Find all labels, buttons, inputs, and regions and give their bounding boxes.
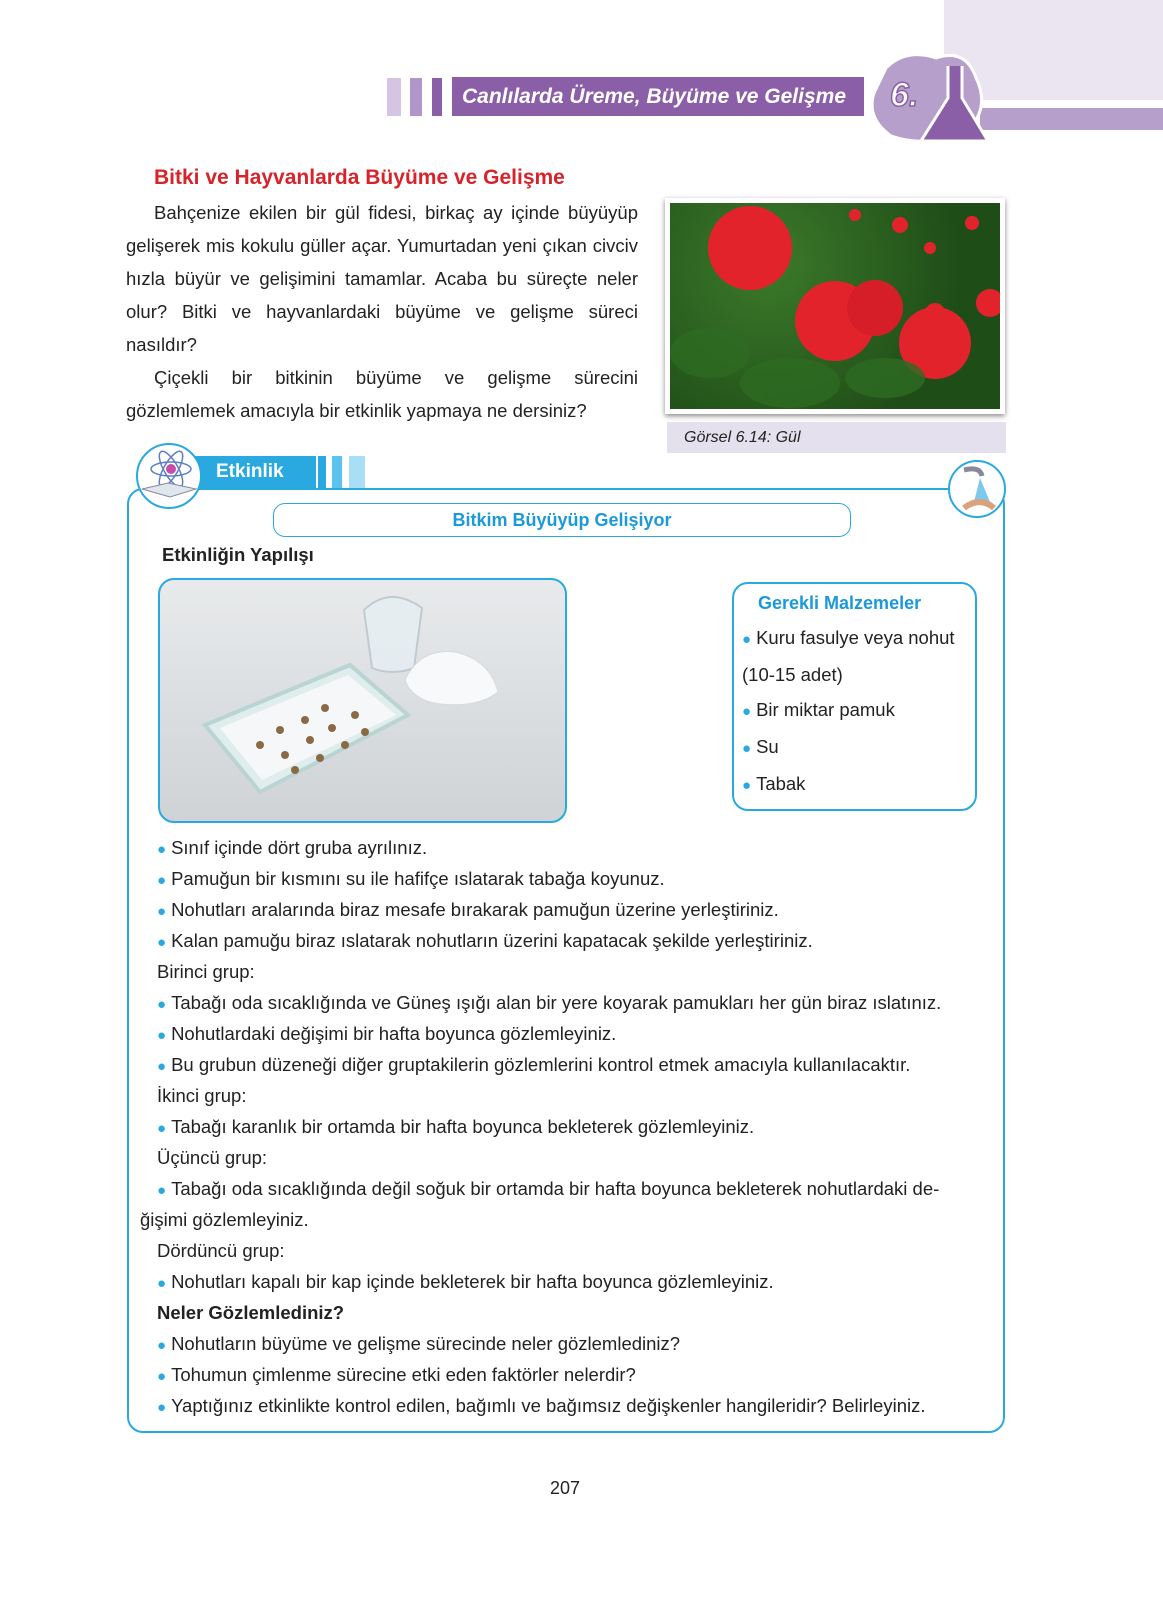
line-text: Tabağı oda sıcaklığında değil soğuk bir ortamda bir hafta boyunca bekleterek nohutlardaki de- <box>171 1178 940 1199</box>
page-number: 207 <box>549 1478 581 1498</box>
material-item: (10-15 adet) <box>742 664 843 685</box>
header-stripe <box>410 78 422 116</box>
line-text: ğişimi gözlemleyiniz. <box>140 1209 309 1230</box>
tab-stripe <box>332 456 342 488</box>
atom-book-icon <box>136 443 202 509</box>
procedure-list <box>140 832 990 1421</box>
text-line <box>140 1204 990 1235</box>
bullet-item <box>140 863 990 894</box>
section-title: Bitki ve Hayvanlarda Büyüme ve Gelişme <box>154 166 565 189</box>
intro-paragraph-2: Çiçekli bir bitkinin büyüme ve gelişme sürecini gözlemlemek amacıyla bir etkinlik yapmaya ne dersiniz? <box>126 367 638 421</box>
material-item: ● Bir miktar pamuk <box>742 699 895 720</box>
bullet-icon: ● <box>742 740 752 757</box>
line-text: Yaptığınız etkinlikte kontrol edilen, bağımlı ve bağımsız değişkenler hangileridir? Belirleyiniz. <box>171 1395 926 1416</box>
bullet-icon: ● <box>157 996 167 1013</box>
line-text: Nohutları aralarında biraz mesafe bırakarak pamuğun üzerine yerleştiriniz. <box>171 899 779 920</box>
bullet-icon: ● <box>157 1337 167 1354</box>
bullet-icon: ● <box>157 1275 167 1292</box>
tab-stripe <box>318 456 326 488</box>
line-text: Tabağı karanlık bir ortamda bir hafta boyunca bekleterek gözlemleyiniz. <box>171 1116 755 1137</box>
line-text: İkinci grup: <box>157 1085 247 1106</box>
activity-tab: Etkinlik <box>190 456 316 488</box>
line-text: Dördüncü grup: <box>157 1240 285 1261</box>
line-text: Üçüncü grup: <box>157 1147 268 1168</box>
figure-caption: Görsel 6.14: Gül <box>667 422 1006 453</box>
bullet-item <box>140 987 990 1018</box>
bullet-icon: ● <box>157 1120 167 1137</box>
bullet-icon: ● <box>742 777 752 794</box>
bullet-item <box>140 1266 990 1297</box>
bullet-item <box>140 1111 990 1142</box>
material-item: ● Kuru fasulye veya nohut <box>742 627 955 648</box>
line-text: Kalan pamuğu biraz ıslatarak nohutların üzerini kapatacak şekilde yerleştiriniz. <box>171 930 813 951</box>
bullet-item <box>140 1328 990 1359</box>
line-text: Bu grubun düzeneği diğer gruptakilerin gözlemlerini kontrol etmek amacıyla kullanılacaktır. <box>171 1054 911 1075</box>
header-band <box>980 108 1163 130</box>
bullet-icon: ● <box>157 1368 167 1385</box>
line-text: Sınıf içinde dört gruba ayrılınız. <box>171 837 428 858</box>
line-text: Nohutları kapalı bir kap içinde bekleterek bir hafta boyunca gözlemleyiniz. <box>171 1271 774 1292</box>
bullet-icon: ● <box>157 841 167 858</box>
hand-water-icon <box>948 460 1006 518</box>
material-item: ● Tabak <box>742 773 806 794</box>
bullet-item <box>140 832 990 863</box>
header-stripe <box>387 78 401 116</box>
line-text: Neler Gözlemlediniz? <box>157 1302 345 1323</box>
tab-stripe <box>349 456 365 488</box>
bullet-icon: ● <box>157 1027 167 1044</box>
bullet-item <box>140 1018 990 1049</box>
seed-tray-photo <box>158 578 567 823</box>
bullet-icon: ● <box>157 1182 167 1199</box>
line-text: Tabağı oda sıcaklığında ve Güneş ışığı alan bir yere koyarak pamukları her gün biraz ıslatınız. <box>171 992 942 1013</box>
bullet-icon: ● <box>157 903 167 920</box>
bullet-item <box>140 1359 990 1390</box>
materials-box <box>732 582 977 811</box>
header-stripe <box>432 78 442 116</box>
line-text: Nohutların büyüme ve gelişme sürecinde neler gözlemlediniz? <box>171 1333 681 1354</box>
bullet-icon: ● <box>157 1399 167 1416</box>
rose-photo <box>665 198 1005 414</box>
bullet-item <box>140 1390 990 1421</box>
bullet-icon: ● <box>157 934 167 951</box>
chapter-number: 6. <box>890 76 919 114</box>
line-text: Nohutlardaki değişimi bir hafta boyunca gözlemleyiniz. <box>171 1023 617 1044</box>
line-text: Pamuğun bir kısmını su ile hafifçe ıslatarak tabağa koyunuz. <box>171 868 665 889</box>
text-line <box>140 956 990 987</box>
text-line <box>140 1080 990 1111</box>
intro-paragraph: Bahçenize ekilen bir gül fidesi, birkaç ay içinde büyüyüp gelişerek mis kokulu güller açar. Yumurtadan yeni çıkan civciv hızla büyür ve gelişimini tamamlar. Acaba bu süreçte neler olur? Bitki ve hayvanlardaki büyüme ve gelişme süreci nasıldır? <box>126 202 638 355</box>
material-item: ● Su <box>742 736 779 757</box>
text-line <box>140 1235 990 1266</box>
activity-title: Bitkim Büyüyüp Gelişiyor <box>273 503 851 537</box>
bullet-icon: ● <box>157 1058 167 1075</box>
chapter-title: Canlılarda Üreme, Büyüme ve Gelişme <box>452 77 864 116</box>
text-line <box>140 1142 990 1173</box>
bullet-item <box>140 1049 990 1080</box>
bullet-icon: ● <box>157 872 167 889</box>
bullet-item <box>140 925 990 956</box>
bullet-item <box>140 894 990 925</box>
bullet-icon: ● <box>742 631 752 648</box>
procedure-heading: Etkinliğin Yapılışı <box>162 544 314 565</box>
line-text: Tohumun çimlenme sürecine etki eden faktörler nelerdir? <box>171 1364 636 1385</box>
materials-heading: Gerekli Malzemeler <box>758 593 922 613</box>
text-line <box>140 1297 990 1328</box>
line-text: Birinci grup: <box>157 961 255 982</box>
flask-chapter-icon <box>866 48 996 148</box>
bullet-icon: ● <box>742 703 752 720</box>
bullet-item <box>140 1173 990 1204</box>
